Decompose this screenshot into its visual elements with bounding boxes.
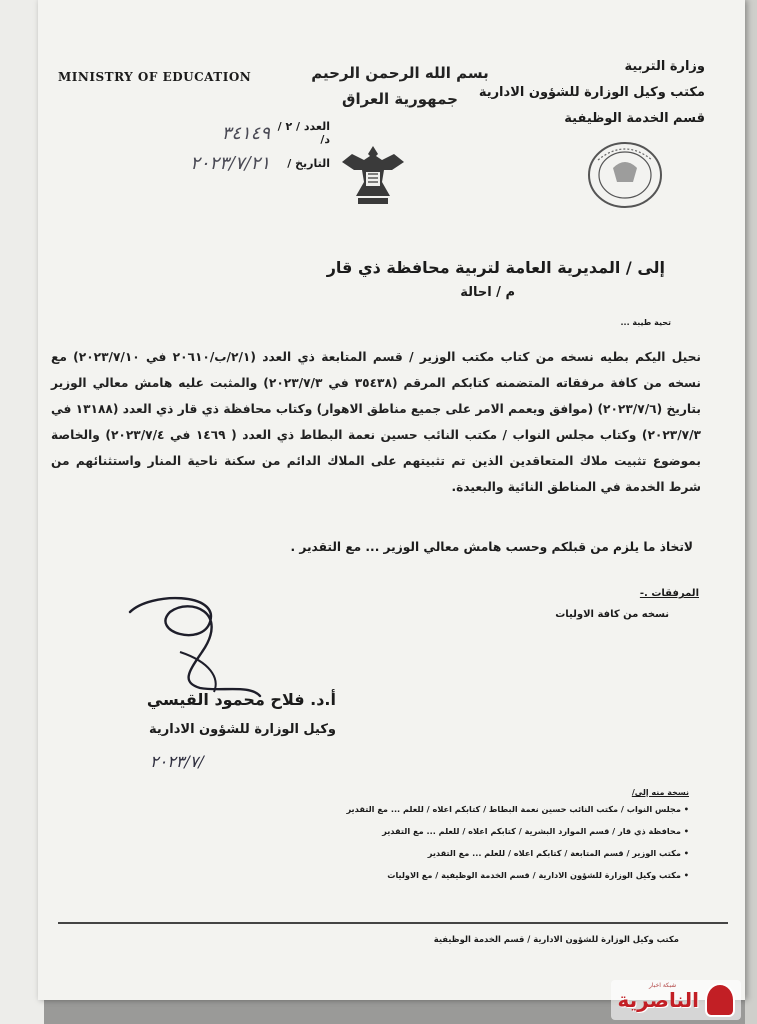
signatory-title: وكيل الوزارة للشؤون الادارية bbox=[149, 722, 336, 737]
attachment-item: نسخه من كافة الاوليات bbox=[555, 609, 669, 620]
ministry-stamp-icon bbox=[586, 140, 664, 210]
ministry-arabic: وزارة التربية bbox=[624, 59, 705, 74]
handwritten-date: ٢٠٢٣/٧/ bbox=[150, 752, 204, 771]
watermark-brand: الناصرية bbox=[617, 988, 699, 1012]
iraq-eagle-emblem-icon bbox=[338, 140, 408, 210]
ministry-english-heading: MINISTRY OF EDUCATION bbox=[58, 70, 252, 84]
reference-number-row bbox=[90, 118, 330, 148]
letter-body: نحيل اليكم بطيه نسخه من كتاب مكتب الوزير / قسم المتابعة ذي العدد (٢/١/ب/٢٠٦١٠ في ٢٠٢٣/٧/١٠) مع نسخه من كافة مرفقاته المتضمنه كتابكم المرقم (٣٥٤٣٨ في ٢٠٢٣/٧/٣) والمثبت عليه هامش معالي الوزير بتاريخ (٢٠٢٣/٧/٦) (موافق ويعمم الامر على جميع مناطق الاهوار) وكتاب محافظة ذي قار ذي العدد (١٣١٨٨ في ٢٠٢٣/٧/٣) وكتاب مجلس النواب / مكتب النائب حسين نعمة البطاط ذي العدد ( ١٤٦٩ في ٢٠٢٣/٧/٤) والخاصة بموضوع تثبيت ملاك المتعاقدين الذين تم تثبيتهم على الملاك الدائم من سكنة ناحية المنار واستثنائهم من شرط الخدمة في المناطق النائية والبعيدة. bbox=[51, 350, 701, 494]
reference-number-label: العدد / ٢ / د/ bbox=[277, 120, 330, 146]
cc-item: • محافظة ذي قار / قسم الموارد البشرية / كتابكم اعلاه / للعلم ... مع التقدير bbox=[189, 821, 689, 841]
republic-name: جمهورية العراق bbox=[342, 90, 458, 108]
watermark-tagline: شبكة اخبار bbox=[649, 982, 677, 989]
reference-date-row bbox=[90, 148, 330, 178]
signatory-name: أ.د. فلاح محمود القيسي bbox=[146, 690, 336, 709]
reference-number-value: ٣٤١٤٩ bbox=[221, 122, 270, 144]
salutation: تحية طيبة ... bbox=[620, 318, 671, 327]
nasiriyah-watermark bbox=[611, 980, 741, 1020]
attachments-label: المرفقات .- bbox=[639, 588, 699, 599]
reference-date-label: التاريخ / bbox=[287, 156, 330, 170]
recipient-line: إلى / المديرية العامة لتربية محافظة ذي قار bbox=[326, 258, 665, 277]
subject-line: م / احالة bbox=[460, 285, 515, 300]
copies-label: نسخة منه إلى/ bbox=[631, 788, 689, 797]
address-block bbox=[105, 258, 665, 300]
cc-item: • مكتب الوزير / قسم المتابعة / كتابكم اعلاه / للعلم ... مع التقدير bbox=[189, 843, 689, 863]
cc-item: • مكتب وكيل الوزارة للشؤون الادارية / قسم الخدمة الوظيفية / مع الاوليات bbox=[189, 865, 689, 885]
reference-block bbox=[90, 118, 330, 178]
cc-item: • مجلس النواب / مكتب النائب حسين نعمة البطاط / كتابكم اعلاه / للعلم ... مع التقدير bbox=[189, 799, 689, 819]
department-name: قسم الخدمة الوظيفية bbox=[564, 111, 705, 126]
attachments-block bbox=[399, 588, 699, 620]
copies-to-block bbox=[189, 788, 689, 885]
footer-divider bbox=[58, 922, 728, 924]
footer-office-line: مكتب وكيل الوزارة للشؤون الادارية / قسم الخدمة الوظيفية bbox=[433, 934, 679, 944]
basmala: بسم الله الرحمن الرحيم bbox=[311, 64, 489, 82]
watermark-logo-icon bbox=[705, 983, 735, 1017]
letterhead-right bbox=[465, 54, 705, 132]
office-name: مكتب وكيل الوزارة للشؤون الادارية bbox=[478, 85, 705, 100]
page-edge-strip bbox=[745, 0, 757, 1024]
letter-closing: لاتخاذ ما يلزم من قبلكم وحسب هامش معالي الوزير ... مع التقدير . bbox=[290, 540, 693, 554]
reference-date-value: ٢٠٢٣/٧/٢١ bbox=[190, 152, 270, 174]
